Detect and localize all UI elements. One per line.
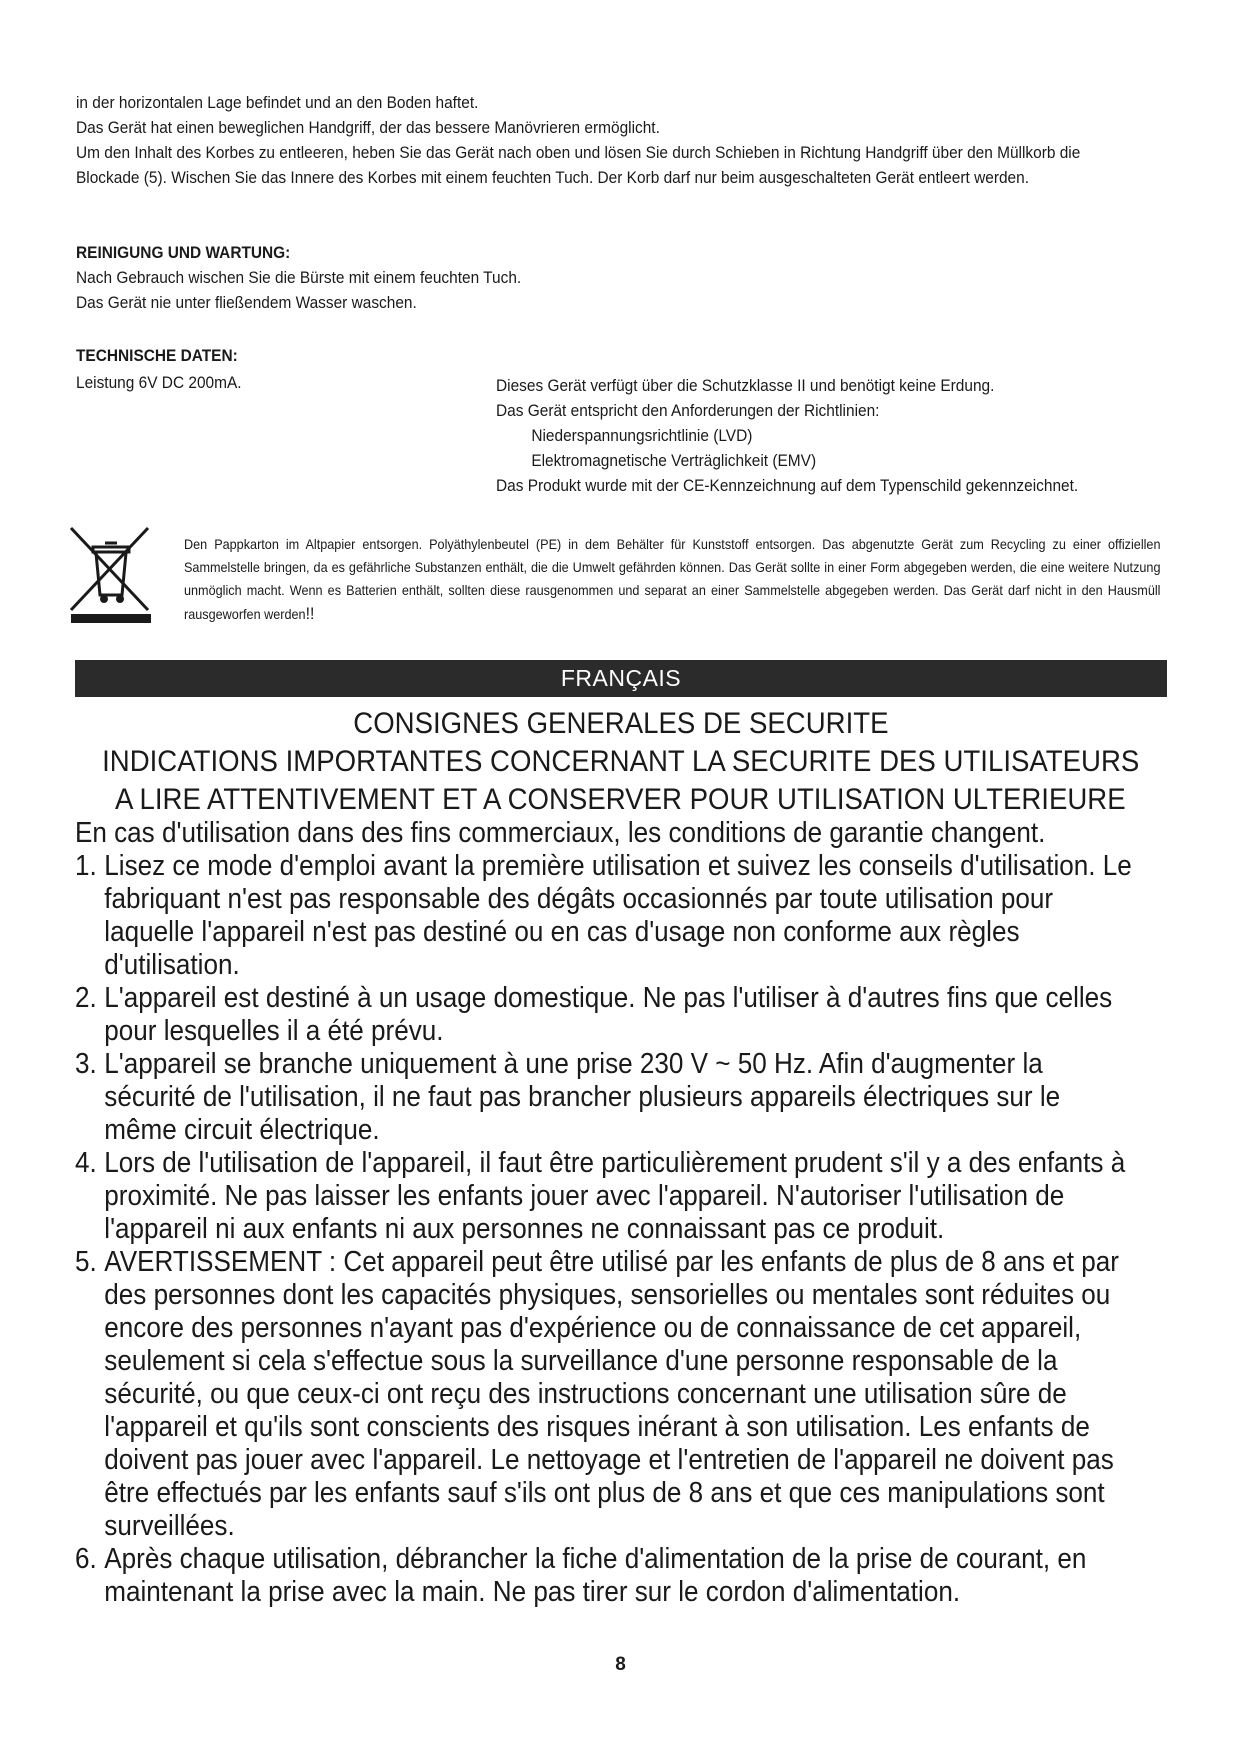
list-item <box>75 1048 1136 1147</box>
disposal-notice <box>184 533 1161 626</box>
item-number: 2. <box>75 982 97 1014</box>
safety-subtitle: INDICATIONS IMPORTANTES CONCERNANT LA SECURITE DES UTILISATEURS <box>101 745 1140 778</box>
item-text: Après chaque utilisation, débrancher la fiche d'alimentation de la prise de courant, en maintenant la prise avec la main. Ne pas tirer sur le cordon d'alimentation. <box>104 1543 1087 1608</box>
technical-power: Leistung 6V DC 200mA. <box>76 373 242 392</box>
language-label: FRANÇAIS <box>560 665 682 691</box>
item-number: 6. <box>75 1543 97 1575</box>
compliance-block <box>496 373 1091 498</box>
compliance-line: Dieses Gerät verfügt über die Schutzklasse II und benötigt keine Erdung. <box>496 376 995 395</box>
item-number: 1. <box>75 850 97 882</box>
item-text: Lors de l'utilisation de l'appareil, il faut être particulièrement prudent s'il y a des enfants à proximité. Ne pas laisser les enfants jouer avec l'appareil. N'autoriser l'utilisation de l'appareil ni aux enfants ni aux personnes ne connaissant pas ce produit. <box>104 1147 1126 1245</box>
disposal-exclamation: !! <box>305 604 315 623</box>
technical-heading: TECHNISCHE DATEN: <box>76 346 238 365</box>
compliance-line: Das Produkt wurde mit der CE-Kennzeichnung auf dem Typenschild gekennzeichnet. <box>496 476 1079 495</box>
german-intro-line: Das Gerät hat einen beweglichen Handgriff, der das bessere Manövrieren ermöglicht. <box>76 118 660 137</box>
compliance-line: Das Gerät entspricht den Anforderungen der Richtlinien: <box>496 401 880 420</box>
item-text: AVERTISSEMENT : Cet appareil peut être utilisé par les enfants de plus de 8 ans et par des personnes dont les capacités physiques, sensorielles ou mentales sont réduites ou encore des personnes n'ayant pas d'expérience ou de connaissance de cet appareil, seulement si cela s'effectue sous la surveillance d'une personne responsable de la sécurité, ou que ceux-ci ont reçu des instructions concernant une utilisation sûre de l'appareil et qu'ils sont conscients des risques inérant à son utilisation. Les enfants de doivent pas jouer avec l'appareil. Le nettoyage et l'entretien de l'appareil ne doivent pas être effectués par les enfants sauf s'ils ont plus de 8 ans et que ces manipulations sont surveillées. <box>104 1246 1119 1542</box>
german-intro-line: Um den Inhalt des Korbes zu entleeren, heben Sie das Gerät nach oben und lösen Sie durch Schieben in Richtung Handgriff über den Müllkorb die Blockade (5). Wischen Sie das Innere des Korbes mit einem feuchten Tuch. Der Korb darf nur beim ausgeschalteten Gerät entleert werden. <box>76 143 1081 187</box>
safety-title: CONSIGNES GENERALES DE SECURITE <box>352 707 889 740</box>
cleaning-line: Das Gerät nie unter fließendem Wasser waschen. <box>76 293 417 312</box>
item-text: L'appareil est destiné à un usage domestique. Ne pas l'utiliser à d'autres fins que celles pour lesquelles il a été prévu. <box>104 982 1113 1047</box>
weee-crossed-bin-icon <box>66 525 156 625</box>
list-item <box>75 1543 1136 1609</box>
warranty-note: En cas d'utilisation dans des fins commerciaux, les conditions de garantie changent. <box>75 817 1046 849</box>
item-text: Lisez ce mode d'emploi avant la première utilisation et suivez les conseils d'utilisation. Le fabriquant n'est pas responsable des dégâts occasionnés par toute utilisation pour laquelle l'appareil n'est pas destiné ou en cas d'usage non conforme aux règles d'utilisation. <box>104 850 1132 981</box>
list-item <box>75 1147 1136 1246</box>
german-intro <box>76 90 1108 190</box>
safety-instructions <box>75 817 1136 1609</box>
language-section-bar <box>75 660 1167 697</box>
german-intro-line: in der horizontalen Lage befindet und an den Boden haftet. <box>76 93 479 112</box>
item-number: 3. <box>75 1048 97 1080</box>
safety-subtitle: A LIRE ATTENTIVEMENT ET A CONSERVER POUR UTILISATION ULTERIEURE <box>115 783 1126 816</box>
technical-heading-wrap <box>76 343 1108 368</box>
cleaning-section <box>76 240 1108 315</box>
page-number: 8 <box>615 1654 626 1675</box>
cleaning-heading: REINIGUNG UND WARTUNG: <box>76 243 291 262</box>
safety-list <box>75 850 1136 1609</box>
list-item <box>75 1246 1136 1543</box>
item-number: 5. <box>75 1246 97 1278</box>
compliance-directive: Elektromagnetische Verträglichkeit (EMV) <box>531 451 817 470</box>
disposal-text: Den Pappkarton im Altpapier entsorgen. Polyäthylenbeutel (PE) in dem Behälter für Kunststoff entsorgen. Das abgenutzte Gerät zum Recycling zu einer offiziellen Sammelstelle bringen, da es gefährliche Substanzen enthält, die die Umwelt gefährden können. Das Gerät sollte in einer Form abgegeben werden, die eine weitere Nutzung unmöglich macht. Wenn es Batterien enthält, sollten diese rausgenommen und separat an einer Sammelstelle abgegeben werden. Das Gerät darf nicht in den Hausmüll rausgeworfen werden <box>184 537 1161 622</box>
compliance-directive: Niederspannungsrichtlinie (LVD) <box>531 426 753 445</box>
cleaning-line: Nach Gebrauch wischen Sie die Bürste mit einem feuchten Tuch. <box>76 268 522 287</box>
list-item <box>75 982 1136 1048</box>
item-number: 4. <box>75 1147 97 1179</box>
item-text: L'appareil se branche uniquement à une prise 230 V ~ 50 Hz. Afin d'augmenter la sécurité de l'utilisation, il ne faut pas brancher plusieurs appareils électriques sur le même circuit électrique. <box>104 1048 1061 1146</box>
list-item <box>75 850 1136 982</box>
